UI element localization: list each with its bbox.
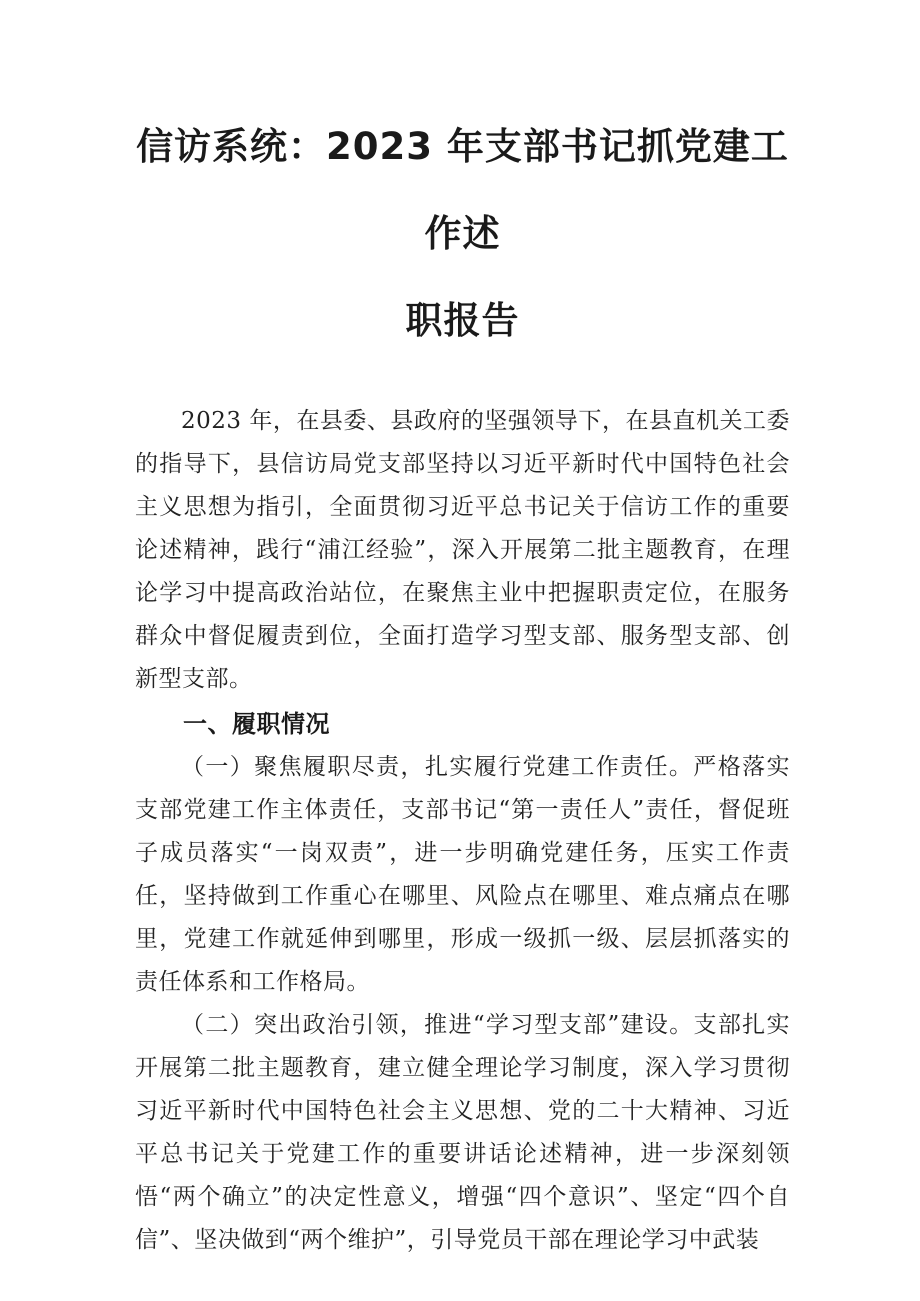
body-paragraph-intro: 2023 年，在县委、县政府的坚强领导下，在县直机关工委的指导下，县信访局党支部坚持以习近平新时代中国特色社会主义思想为指引，全面贯彻习近平总书记关于信访工作的重要论述精神，践行“浦江经验”，深入开展第二批主题教育，在理论学习中提高政治站位，在聚焦主业中把握职责定位，在服务群众中督促履责到位，全面打造学习型支部、服务型支部、创新型支部。 — [135, 408, 790, 692]
document-body — [135, 400, 790, 1262]
document-content — [135, 103, 790, 1262]
section-heading-performance: 一、履职情况 — [183, 710, 330, 738]
body-paragraph-political-guidance: （二）突出政治引领，推进“学习型支部”建设。支部扎实开展第二批主题教育，建立健全理论学习制度，深入学习贯彻习近平新时代中国特色社会主义思想、党的二十大精神、习近平总书记关于党建工作的重要讲话论述精神，进一步深刻领悟“两个确立”的决定性意义，增强“四个意识”、坚定“四个自信”、坚决做到“两个维护”，引导党员干部在理论学习中武装 — [135, 1012, 790, 1253]
body-paragraph-duty-responsibility: （一）聚焦履职尽责，扎实履行党建工作责任。严格落实支部党建工作主体责任，支部书记“第一责任人”责任，督促班子成员落实“一岗双责”，进一步明确党建任务，压实工作责任，坚持做到工作重心在哪里、风险点在哪里、难点痛点在哪里，党建工作就延伸到哪里，形成一级抓一级、层层抓落实的责任体系和工作格局。 — [135, 754, 790, 995]
document-title-line-2: 职报告 — [405, 299, 520, 342]
document-title — [135, 103, 790, 364]
document-title-line-1: 信访系统：2023 年支部书记抓党建工作述 — [136, 125, 789, 255]
